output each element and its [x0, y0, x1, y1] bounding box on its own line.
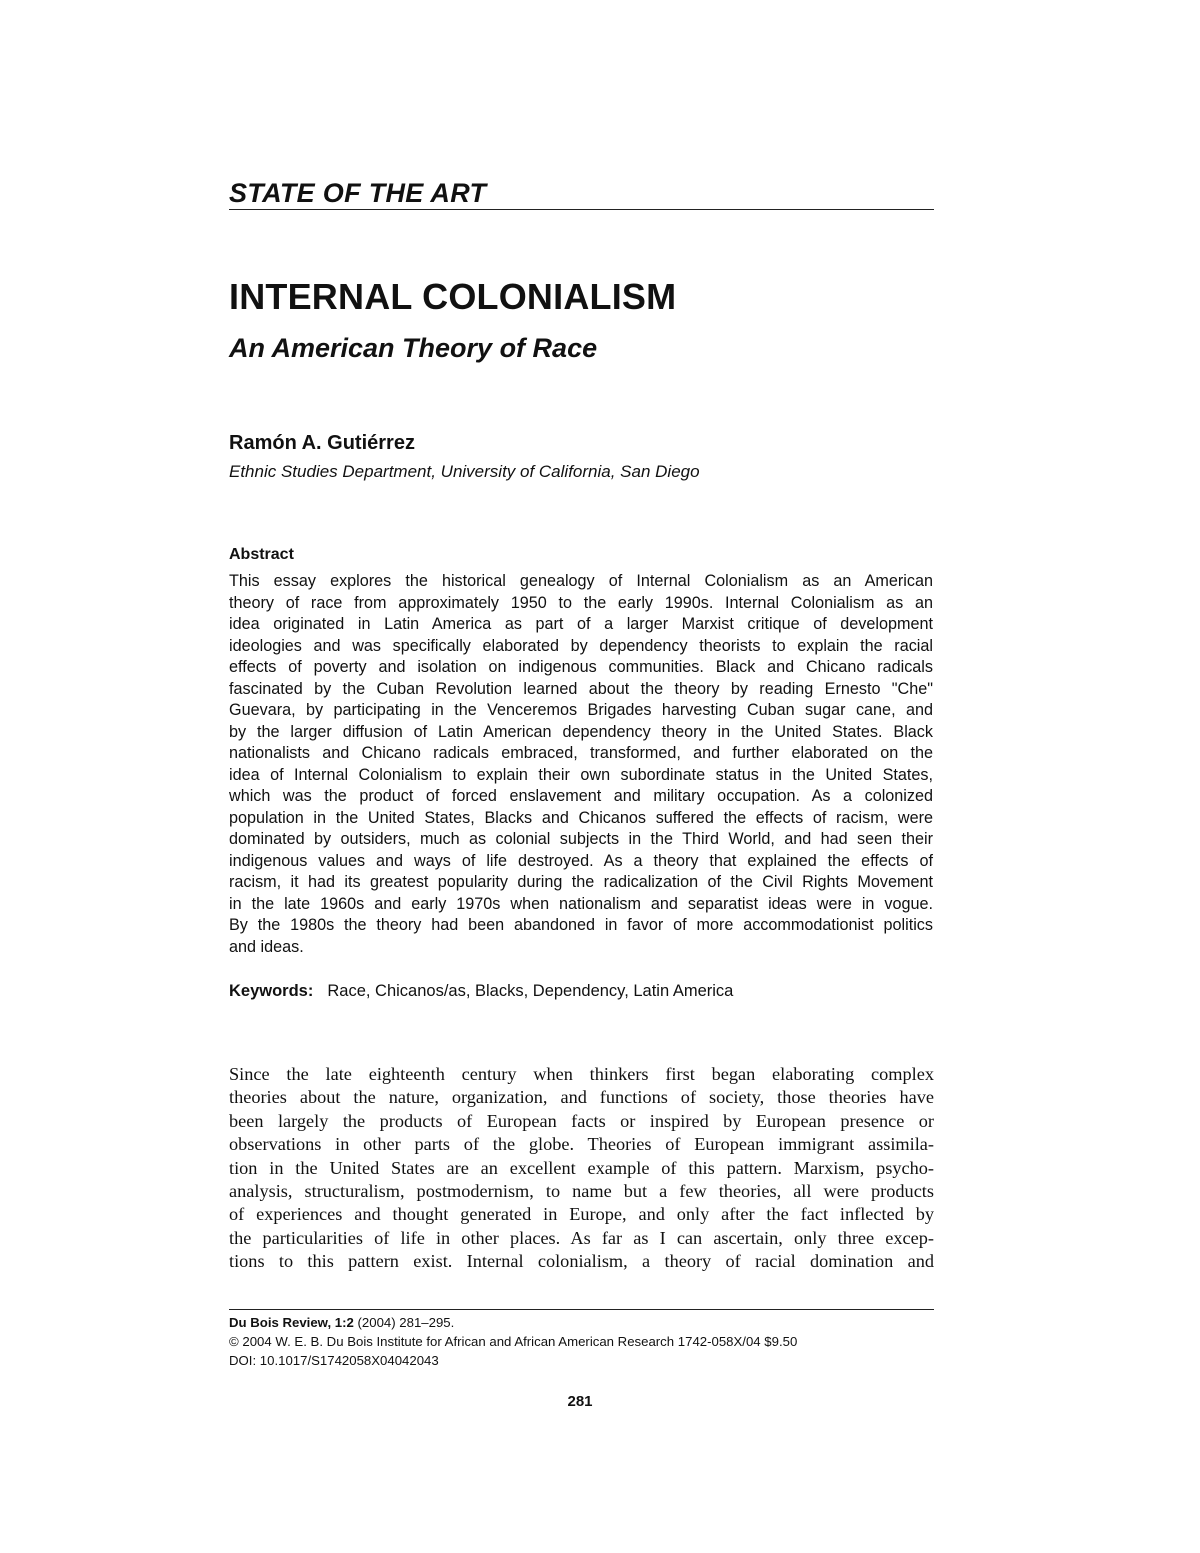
author-name: Ramón A. Gutiérrez — [229, 432, 415, 454]
abstract-line: nationalists and Chicano radicals embraced, transformed, and further elaborated on the — [229, 744, 933, 762]
abstract-line: effects of poverty and isolation on indigenous communities. Black and Chicano radicals — [229, 658, 933, 676]
abstract-line: fascinated by the Cuban Revolution learned about the theory by reading Ernesto "Che" — [229, 679, 933, 698]
footer-rule — [229, 1309, 934, 1310]
abstract-line: in the late 1960s and early 1970s when nationalism and separatist ideas were in vogue. — [229, 894, 933, 913]
body-line: observations in other parts of the globe. Theories of European immigrant assimila- — [229, 1134, 934, 1155]
article-title: INTERNAL COLONIALISM — [229, 276, 677, 317]
journal-name: Du Bois Review, — [229, 1315, 332, 1330]
body-line: tion in the United States are an excellent example of this pattern. Marxism, psycho- — [229, 1157, 934, 1178]
keywords-value: Race, Chicanos/as, Blacks, Dependency, Latin America — [327, 982, 734, 1000]
citation-rest: (2004) 281–295. — [357, 1315, 455, 1330]
abstract-body — [229, 571, 933, 958]
body-line: Since the late eighteenth century when thinkers first began elaborating complex — [229, 1064, 934, 1084]
abstract-line: population in the United States, Blacks and Chicanos suffered the effects of racism, were — [229, 808, 933, 827]
body-line: the particularities of life in other places. As far as I can ascertain, only three excep- — [229, 1227, 934, 1248]
abstract-line: This essay explores the historical genealogy of Internal Colonialism as an American — [229, 572, 933, 590]
abstract-line: racism, it had its greatest popularity during the radicalization of the Civil Rights Movement — [229, 873, 933, 891]
keywords — [229, 982, 733, 1001]
body-line: theories about the nature, organization, and functions of society, those theories have — [229, 1087, 934, 1108]
section-label: STATE OF THE ART — [229, 178, 487, 208]
abstract-line: ideologies and was specifically elaborated by dependency theorists to explain the racial — [229, 636, 933, 655]
abstract-line: which was the product of forced enslavement and military occupation. As a colonized — [229, 787, 933, 805]
abstract-line: and ideas. — [229, 937, 304, 956]
abstract-line: idea originated in Latin America as part of a larger Marxist critique of development — [229, 615, 933, 633]
abstract-line: by the larger diffusion of Latin American dependency theory in the United States. Black — [229, 722, 933, 741]
abstract-line: idea of Internal Colonialism to explain their own subordinate status in the United States, — [229, 765, 933, 784]
keywords-label: Keywords: — [229, 982, 314, 1000]
page-number: 281 — [567, 1393, 593, 1410]
author-affiliation: Ethnic Studies Department, University of California, San Diego — [229, 462, 700, 481]
abstract-heading: Abstract — [229, 546, 294, 563]
body-line: been largely the products of European facts or inspired by European presence or — [229, 1110, 934, 1131]
body-line: tions to this pattern exist. Internal colonialism, a theory of racial domination and — [229, 1251, 934, 1272]
citation-line — [229, 1313, 797, 1332]
footer-citation — [229, 1313, 797, 1370]
body-line: analysis, structuralism, postmodernism, to name but a few theories, all were products — [229, 1181, 934, 1202]
journal-volume: 1:2 — [334, 1315, 354, 1330]
body-line: of experiences and thought generated in Europe, and only after the fact inflected by — [229, 1204, 934, 1225]
doi-line: DOI: 10.1017/S1742058X04042043 — [229, 1353, 439, 1368]
abstract-line: Guevara, by participating in the Venceremos Brigades harvesting Cuban sugar cane, and — [229, 701, 933, 719]
abstract-line: dominated by outsiders, much as colonial subjects in the Third World, and had seen their — [229, 830, 933, 848]
abstract-line: theory of race from approximately 1950 to the early 1990s. Internal Colonialism as an — [229, 593, 933, 612]
header-rule — [229, 209, 934, 210]
body-paragraph — [229, 1063, 934, 1274]
abstract-line: indigenous values and ways of life destroyed. As a theory that explained the effects of — [229, 851, 933, 870]
abstract-line: By the 1980s the theory had been abandoned in favor of more accommodationist politics — [229, 916, 933, 934]
copyright-line: © 2004 W. E. B. Du Bois Institute for African and African American Research 1742-058X/04 $9.50 — [229, 1334, 798, 1349]
article-subtitle: An American Theory of Race — [229, 333, 598, 363]
